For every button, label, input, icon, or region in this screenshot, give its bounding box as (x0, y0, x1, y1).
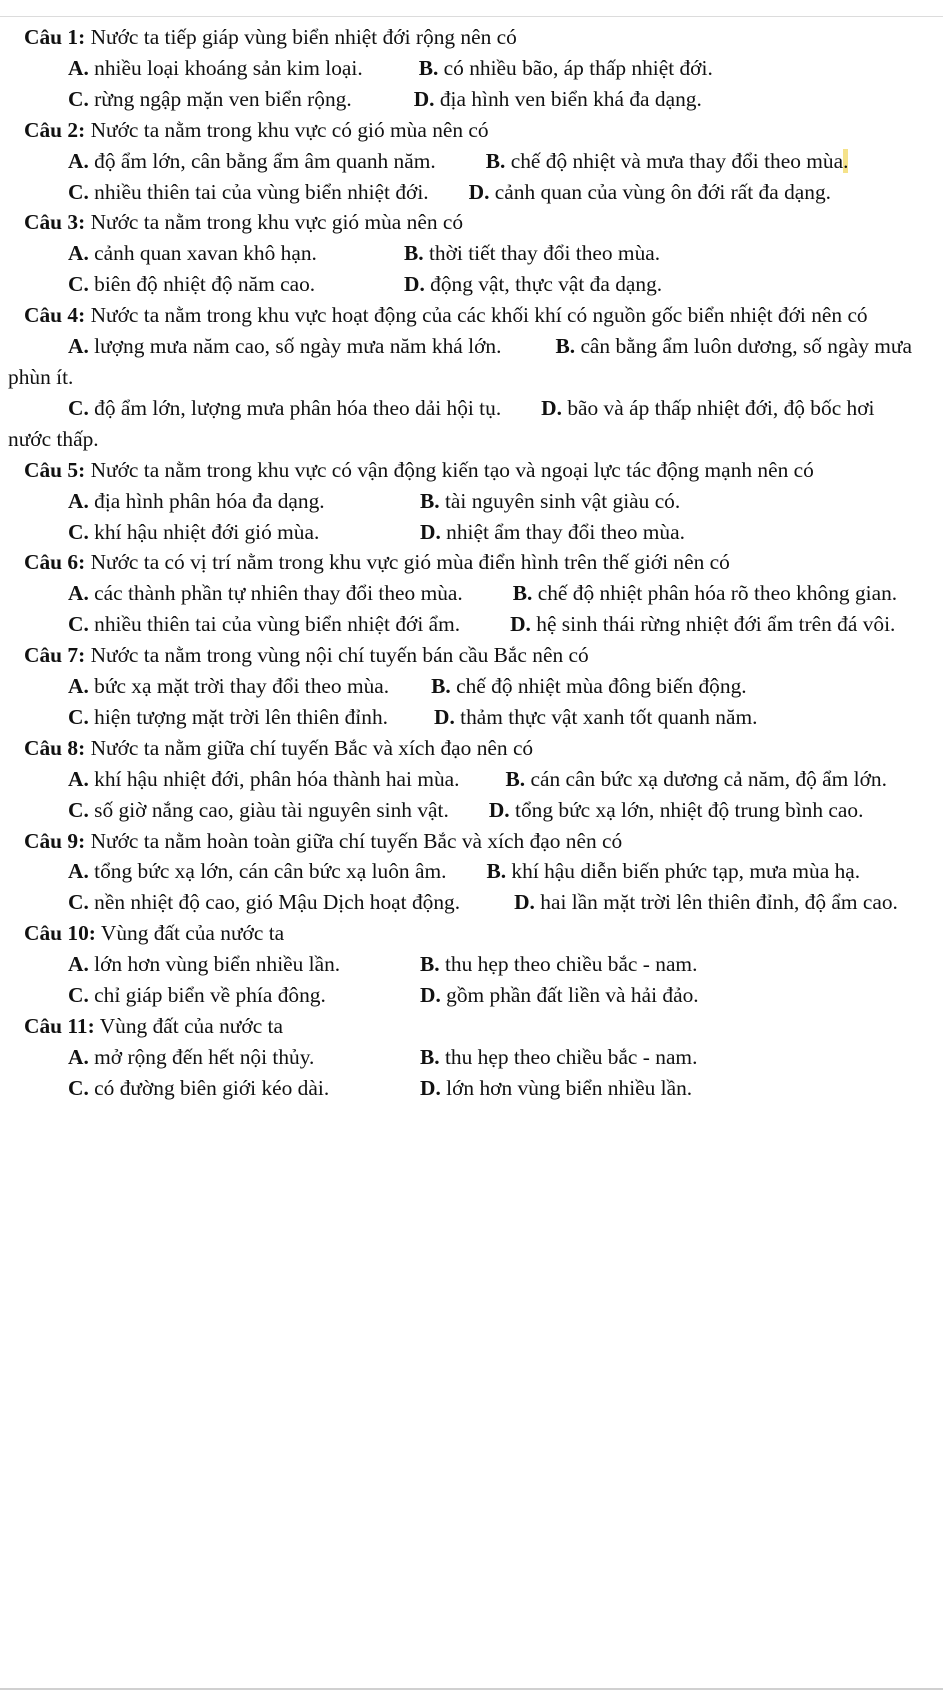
question-label: Câu 2: (24, 117, 86, 142)
question-label: Câu 3: (24, 210, 86, 235)
option-c: C. khí hậu nhiệt đới gió mùa. (68, 519, 320, 544)
question-text: Vùng đất của nước ta (100, 921, 285, 946)
option-letter: B. (486, 859, 507, 884)
option-b: B. thu hẹp theo chiều bắc - nam. (420, 952, 698, 977)
question-11 (0, 1011, 918, 1042)
answers-ab (0, 53, 918, 84)
answers-ab (0, 671, 918, 702)
question-label: Câu 6: (24, 550, 86, 575)
question-10 (0, 918, 918, 949)
option-c: độ ẩm lớn, lượng mưa phân hóa theo dải hội tụ. (94, 395, 502, 420)
question-2 (0, 115, 918, 146)
option-d: tổng bức xạ lớn, nhiệt độ trung bình cao. (515, 797, 864, 822)
option-d: địa hình ven biển khá đa dạng. (439, 86, 702, 111)
answers-cd (0, 84, 918, 115)
option-b: chế độ nhiệt và mưa thay đổi theo mùa (510, 148, 844, 173)
question-4 (0, 300, 918, 331)
option-c: nhiều thiên tai của vùng biển nhiệt đới ẩm. (94, 612, 461, 637)
option-c: C. có đường biên giới kéo dài. (68, 1075, 330, 1100)
option-letter: C. (68, 797, 89, 822)
option-c: nền nhiệt độ cao, gió Mậu Dịch hoạt động. (94, 890, 461, 915)
option-d: D. nhiệt ẩm thay đổi theo mùa. (420, 519, 685, 544)
option-c: C. chỉ giáp biển về phía đông. (68, 983, 326, 1008)
bottom-divider (0, 1688, 943, 1690)
answers-cd (0, 393, 918, 455)
question-text: Nước ta nằm trong khu vực gió mùa nên có (90, 210, 464, 235)
option-letter: C. (68, 890, 89, 915)
option-letter: D. (434, 704, 455, 729)
question-8 (0, 733, 918, 764)
option-c: C. biên độ nhiệt độ năm cao. (68, 272, 316, 297)
question-text: Nước ta nằm giữa chí tuyến Bắc và xích đạo nên có (90, 735, 534, 760)
question-text: Nước ta có vị trí nằm trong khu vực gió mùa điển hình trên thế giới nên có (90, 550, 730, 575)
question-label: Câu 5: (24, 457, 86, 482)
answers-cd (0, 269, 918, 300)
answers-cd (0, 1073, 918, 1104)
option-letter: A. (68, 581, 89, 606)
option-letter: A. (68, 148, 89, 173)
option-d: D. gồm phần đất liền và hải đảo. (420, 983, 699, 1008)
answers-ab (0, 949, 918, 980)
option-c: số giờ nắng cao, giàu tài nguyên sinh vật. (94, 797, 449, 822)
option-b: chế độ nhiệt phân hóa rõ theo không gian. (537, 581, 898, 606)
question-5 (0, 455, 918, 486)
option-d: D. lớn hơn vùng biển nhiều lần. (420, 1075, 693, 1100)
question-text: Nước ta nằm hoàn toàn giữa chí tuyến Bắc và xích đạo nên có (90, 828, 623, 853)
option-letter: B. (485, 148, 506, 173)
option-letter: D. (510, 612, 531, 637)
option-letter: A. (68, 334, 89, 359)
question-label: Câu 4: (24, 303, 86, 328)
top-divider (0, 16, 943, 17)
answers-cd (0, 887, 918, 918)
question-label: Câu 7: (24, 643, 86, 668)
question-text: Nước ta nằm trong vùng nội chí tuyến bán cầu Bắc nên có (90, 643, 589, 668)
option-b: có nhiều bão, áp thấp nhiệt đới. (443, 55, 713, 80)
option-a: các thành phần tự nhiên thay đổi theo mùa. (94, 581, 463, 606)
question-1 (0, 22, 918, 53)
option-c: nhiều thiên tai của vùng biển nhiệt đới. (94, 179, 429, 204)
option-b: chế độ nhiệt mùa đông biến động. (456, 674, 747, 699)
option-a: lượng mưa năm cao, số ngày mưa năm khá lớn. (94, 334, 502, 359)
option-letter: D. (488, 797, 510, 822)
answers-ab (0, 238, 918, 269)
answers-cd (0, 702, 918, 733)
option-a: độ ẩm lớn, cân bằng ẩm âm quanh năm. (94, 148, 436, 173)
answers-cd (0, 609, 918, 640)
option-letter: C. (68, 179, 89, 204)
option-letter: A. (68, 674, 89, 699)
option-letter: D. (413, 86, 435, 111)
option-d: hai lần mặt trời lên thiên đỉnh, độ ẩm cao. (540, 890, 898, 915)
question-text: Nước ta tiếp giáp vùng biển nhiệt đới rộng nên có (90, 25, 517, 49)
highlighted-period: . (843, 148, 849, 173)
option-letter: C. (68, 612, 89, 637)
option-a: A. cảnh quan xavan khô hạn. (68, 241, 317, 266)
option-a: A. địa hình phân hóa đa dạng. (68, 488, 325, 513)
option-d: cảnh quan của vùng ôn đới rất đa dạng. (494, 179, 832, 204)
option-a: tổng bức xạ lớn, cán cân bức xạ luôn âm. (94, 859, 447, 884)
option-letter: A. (68, 55, 89, 80)
question-label: Câu 10: (24, 921, 96, 946)
option-letter: C. (68, 704, 89, 729)
answers-ab (0, 856, 918, 887)
option-a: A. mở rộng đến hết nội thủy. (68, 1044, 315, 1069)
option-d: thảm thực vật xanh tốt quanh năm. (460, 704, 758, 729)
option-a: bức xạ mặt trời thay đổi theo mùa. (94, 674, 390, 699)
answers-cd (0, 177, 918, 208)
option-letter: D. (468, 179, 490, 204)
option-c: rừng ngập mặn ven biển rộng. (94, 86, 352, 111)
answers-ab (0, 146, 918, 177)
document-page (0, 22, 918, 1104)
option-letter: A. (68, 766, 89, 791)
option-a: A. lớn hơn vùng biển nhiều lần. (68, 952, 341, 977)
question-label: Câu 8: (24, 735, 86, 760)
question-label: Câu 11: (24, 1014, 95, 1038)
question-9 (0, 826, 918, 857)
option-d: bão và áp thấp nhiệt đới, độ bốc hơi nước thấp. (8, 395, 875, 451)
option-d: hệ sinh thái rừng nhiệt đới ẩm trên đá vôi. (536, 612, 896, 637)
question-text: Nước ta nằm trong khu vực có gió mùa nên có (90, 117, 489, 142)
question-text: Nước ta nằm trong khu vực có vận động kiến tạo và ngoại lực tác động mạnh nên có (90, 457, 814, 482)
question-label: Câu 9: (24, 828, 86, 853)
option-b: cân bằng ẩm luôn dương, số ngày mưa phùn ít. (8, 334, 912, 389)
answers-ab (0, 578, 918, 609)
option-a: khí hậu nhiệt đới, phân hóa thành hai mùa. (94, 766, 460, 791)
option-c: hiện tượng mặt trời lên thiên đỉnh. (94, 704, 388, 729)
option-letter: A. (68, 859, 89, 884)
option-d: D. động vật, thực vật đa dạng. (404, 272, 663, 297)
option-a: nhiều loại khoáng sản kim loại. (94, 55, 363, 80)
option-letter: B. (512, 581, 533, 606)
option-letter: D. (514, 890, 535, 915)
option-b: B. thời tiết thay đổi theo mùa. (404, 241, 661, 266)
question-3 (0, 207, 918, 238)
option-letter: B. (555, 334, 576, 359)
option-b: cán cân bức xạ dương cả năm, độ ẩm lớn. (530, 766, 887, 791)
question-6 (0, 547, 918, 578)
question-7 (0, 640, 918, 671)
option-letter: C. (68, 395, 89, 420)
option-b: B. thu hẹp theo chiều bắc - nam. (420, 1044, 698, 1069)
option-letter: B. (431, 674, 451, 699)
answers-cd (0, 795, 918, 826)
option-b: B. tài nguyên sinh vật giàu có. (420, 488, 681, 513)
answers-cd (0, 517, 918, 548)
option-letter: C. (68, 86, 89, 111)
option-letter: B. (505, 766, 526, 791)
question-label: Câu 1: (24, 25, 86, 49)
option-letter: B. (418, 55, 439, 80)
answers-cd (0, 980, 918, 1011)
answers-ab (0, 331, 918, 393)
question-text: Nước ta nằm trong khu vực hoạt động của các khối khí có nguồn gốc biển nhiệt đới nên có (90, 303, 868, 328)
option-b: khí hậu diễn biến phức tạp, mưa mùa hạ. (511, 859, 861, 884)
question-text: Vùng đất của nước ta (99, 1014, 283, 1038)
answers-ab (0, 486, 918, 517)
option-letter: D. (541, 395, 562, 420)
answers-ab (0, 764, 918, 795)
answers-ab (0, 1042, 918, 1073)
